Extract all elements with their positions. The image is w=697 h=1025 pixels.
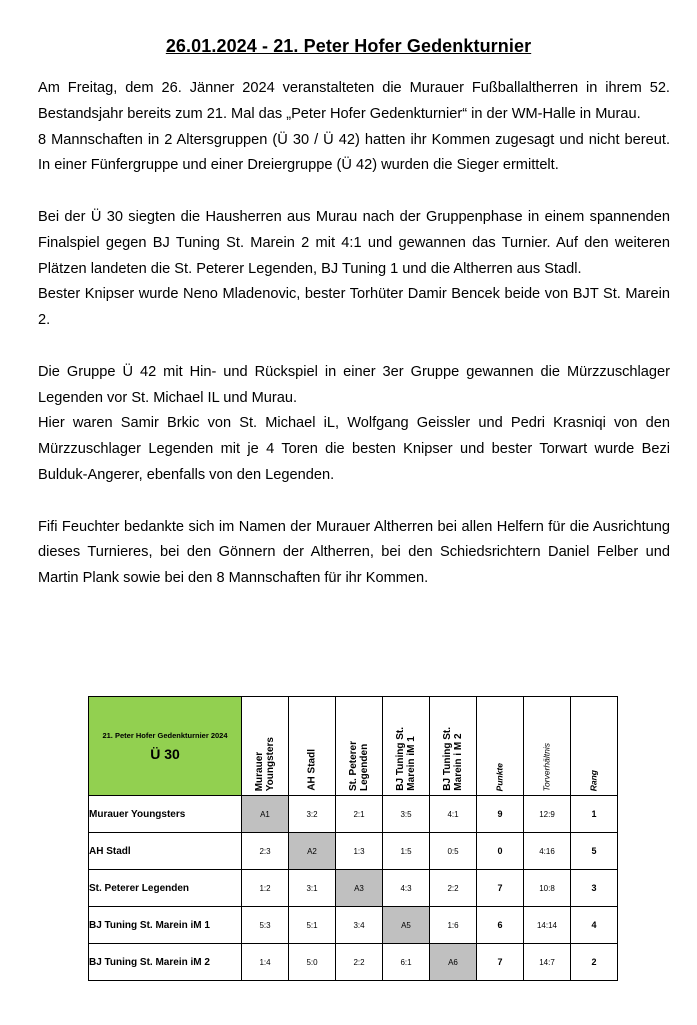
diagonal-cell: A5 [383, 907, 430, 944]
team-name: BJ Tuning St. Marein iM 1 [89, 907, 242, 944]
result-cell: 3:5 [383, 796, 430, 833]
paragraph: Hier waren Samir Brkic von St. Michael iL, Wolfgang Geissler und Pedri Krasniqi von den Mürzzuschlager Legenden mit je 4 Toren die besten Knipser und bester Torwart wurde Bezi Bulduk-Angerer, ebenfalls von den Legenden. [38, 415, 670, 483]
rank-cell: 4 [571, 907, 618, 944]
result-cell: 1:5 [383, 833, 430, 870]
goals-cell: 14:14 [524, 907, 571, 944]
result-cell: 4:3 [383, 870, 430, 907]
diagonal-cell: A3 [336, 870, 383, 907]
rank-cell: 2 [571, 944, 618, 981]
paragraph: Bester Knipser wurde Neno Mladenovic, bester Torhüter Damir Bencek beide von BJT St. Marein 2. [38, 286, 670, 329]
table-header-row [89, 697, 618, 796]
result-cell: 5:3 [242, 907, 289, 944]
points-cell: 6 [477, 907, 524, 944]
group-label: Ü 30 [150, 745, 180, 762]
column-header: Murauer Youngsters [242, 697, 289, 796]
result-cell: 2:2 [336, 944, 383, 981]
result-cell: 2:1 [336, 796, 383, 833]
team-name: Murauer Youngsters [89, 796, 242, 833]
page-title: 26.01.2024 - 21. Peter Hofer Gedenkturnier [165, 36, 532, 56]
result-cell: 1:6 [430, 907, 477, 944]
column-header-goals: Torverhältnis [524, 697, 571, 796]
rank-cell: 1 [571, 796, 618, 833]
result-cell: 5:1 [289, 907, 336, 944]
result-cell: 3:2 [289, 796, 336, 833]
table-header-cell [89, 697, 242, 796]
result-cell: 2:2 [430, 870, 477, 907]
column-header: BJ Tuning St. Marein iM 1 [383, 697, 430, 796]
table-title: 21. Peter Hofer Gedenkturnier 2024 [102, 730, 228, 740]
result-cell: 5:0 [289, 944, 336, 981]
goals-cell: 14:7 [524, 944, 571, 981]
table-row [89, 944, 618, 981]
paragraph: Fifi Feuchter bedankte sich im Namen der Murauer Altherren bei allen Helfern für die Ausrichtung dieses Turnieres, bei den Gönnern der Altherren, bei den Schiedsrichtern Daniel Felber und Martin Plank sowie bei den 8 Mannschaften für ihr Kommen. [38, 518, 670, 587]
result-cell: 3:1 [289, 870, 336, 907]
rank-cell: 3 [571, 870, 618, 907]
points-cell: 9 [477, 796, 524, 833]
table-row [89, 796, 618, 833]
column-header-points: Punkte [477, 697, 524, 796]
table-row [89, 870, 618, 907]
result-cell: 3:4 [336, 907, 383, 944]
result-cell: 1:3 [336, 833, 383, 870]
column-header: AH Stadl [289, 697, 336, 796]
column-header: St. Peterer Legenden [336, 697, 383, 796]
results-table [88, 696, 618, 981]
goals-cell: 4:16 [524, 833, 571, 870]
goals-cell: 10:8 [524, 870, 571, 907]
points-cell: 0 [477, 833, 524, 870]
diagonal-cell: A1 [242, 796, 289, 833]
table-row [89, 833, 618, 870]
result-cell: 0:5 [430, 833, 477, 870]
points-cell: 7 [477, 870, 524, 907]
diagonal-cell: A6 [430, 944, 477, 981]
result-cell: 2:3 [242, 833, 289, 870]
article-body [38, 76, 670, 592]
goals-cell: 12:9 [524, 796, 571, 833]
rank-cell: 5 [571, 833, 618, 870]
paragraph: Bei der Ü 30 siegten die Hausherren aus Murau nach der Gruppenphase in einem spannenden Finalspiel gegen BJ Tuning St. Marein 2 mit 4:1 und gewannen das Turnier. Auf den weiteren Plätzen landeten die St. Peterer Legenden, BJ Tuning 1 und die Altherren aus Stadl. [38, 208, 670, 277]
paragraph: Am Freitag, dem 26. Jänner 2024 veranstalteten die Murauer Fußballaltherren in ihrem 52. Bestandsjahr bereits zum 21. Mal das „Peter Hofer Gedenkturnier“ in der WM-Halle in Murau. [38, 80, 670, 122]
paragraph: 8 Mannschaften in 2 Altersgruppen (Ü 30 / Ü 42) hatten ihr Kommen zugesagt und nicht bereut. In einer Fünfergruppe und einer Dreiergruppe (Ü 42) wurden die Sieger ermittelt. [38, 131, 670, 174]
result-cell: 1:4 [242, 944, 289, 981]
result-cell: 4:1 [430, 796, 477, 833]
diagonal-cell: A2 [289, 833, 336, 870]
result-cell: 6:1 [383, 944, 430, 981]
column-header-rank: Rang [571, 697, 618, 796]
team-name: AH Stadl [89, 833, 242, 870]
team-name: St. Peterer Legenden [89, 870, 242, 907]
table-row [89, 907, 618, 944]
points-cell: 7 [477, 944, 524, 981]
column-header: BJ Tuning St. Marein i M 2 [430, 697, 477, 796]
team-name: BJ Tuning St. Marein iM 2 [89, 944, 242, 981]
paragraph: Die Gruppe Ü 42 mit Hin- und Rückspiel in einer 3er Gruppe gewannen die Mürzzuschlager Legenden vor St. Michael IL und Murau. [38, 363, 670, 406]
result-cell: 1:2 [242, 870, 289, 907]
